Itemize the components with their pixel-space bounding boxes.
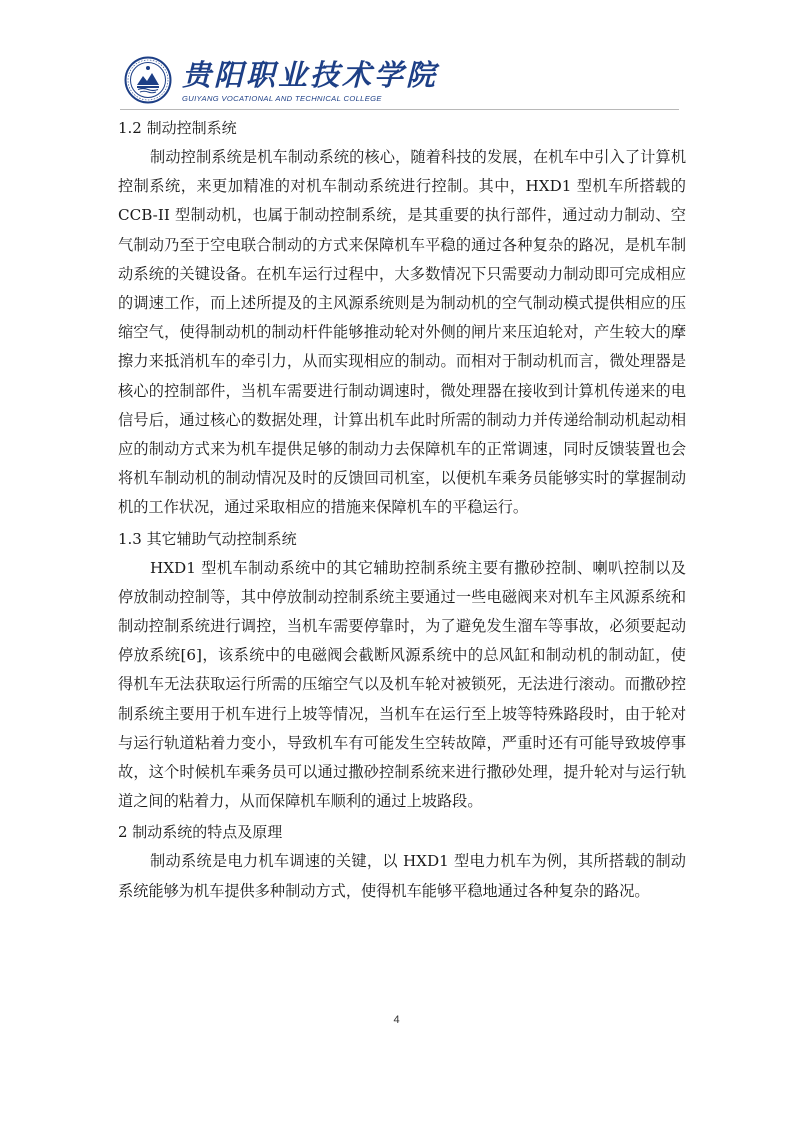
school-name-english: GUIYANG VOCATIONAL AND TECHNICAL COLLEGE <box>182 94 382 103</box>
section-paragraph-1-2: 制动控制系统是机车制动系统的核心，随着科技的发展，在机车中引入了计算机控制系统，来更加精准的对机车制动系统进行控制。其中，HXD1 型机车所搭载的 CCB-II 型制动机，也属于制动控制系统，是其重要的执行部件，通过动力制动、空气制动乃至于空电联合制动的方式来保障机车平稳的通过各种复杂的路况，是机车制动系统的关键设备。在机车运行过程中，大多数情况下只需要动力制动即可完成相应的调速工作，而上述所提及的主风源系统则是为制动机的空气制动模式提供相应的压缩空气，使得制动机的制动杆件能够推动轮对外侧的闸片来压迫轮对，产生较大的摩擦力来抵消机车的牵引力，从而实现相应的制动。而相对于制动机而言，微处理器是核心的控制部件，当机车需要进行制动调速时，微处理器在接收到计算机传递来的电信号后，通过核心的数据处理，计算出机车此时所需的制动力并传递给制动机起动相应的制动方式来为机车提供足够的制动力去保障机车的正常调速，同时反馈装置也会将机车制动机的制动情况及时的反馈回司机室，以便机车乘务员能够实时的掌握制动机的工作状况，通过采取相应的措施来保障机车的平稳运行。 <box>118 148 686 517</box>
section-heading-2: 2 制动系统的特点及原理 <box>118 823 283 842</box>
section-paragraph-2: 制动系统是电力机车调速的关键，以 HXD1 型电力机车为例，其所搭载的制动系统能够为机车提供多种制动方式，使得机车能够平稳地通过各种复杂的路况。 <box>118 852 686 900</box>
page-header <box>124 56 444 106</box>
page-number: 4 <box>393 1014 400 1026</box>
school-seal-icon <box>124 56 172 104</box>
document-body <box>118 113 686 906</box>
school-name-chinese: 贵阳职业技术学院 <box>182 58 439 92</box>
header-divider <box>120 109 679 110</box>
section-heading-1-3: 1.3 其它辅助气动控制系统 <box>118 529 297 548</box>
section-heading-1-2: 1.2 制动控制系统 <box>118 119 237 137</box>
section-paragraph-1-3: HXD1 型机车制动系统中的其它辅助控制系统主要有撒砂控制、喇叭控制以及停放制动控制等，其中停放制动控制系统主要通过一些电磁阀来对机车主风源系统和制动控制系统进行调控，当机车需要停靠时，为了避免发生溜车等事故，必须要起动停放系统[6]，该系统中的电磁阀会截断风源系统中的总风缸和制动机的制动缸，使得机车无法获取运行所需的压缩空气以及机车轮对被锁死，无法进行滚动。而撒砂控制系统主要用于机车进行上坡等情况，当机车在运行至上坡等特殊路段时，由于轮对与运行轨道粘着力变小，导致机车有可能发生空转故障，严重时还有可能导致坡停事故，这个时候机车乘务员可以通过撒砂控制系统来进行撒砂处理，提升轮对与运行轨道之间的粘着力，从而保障机车顺利的通过上坡路段。 <box>118 558 686 811</box>
